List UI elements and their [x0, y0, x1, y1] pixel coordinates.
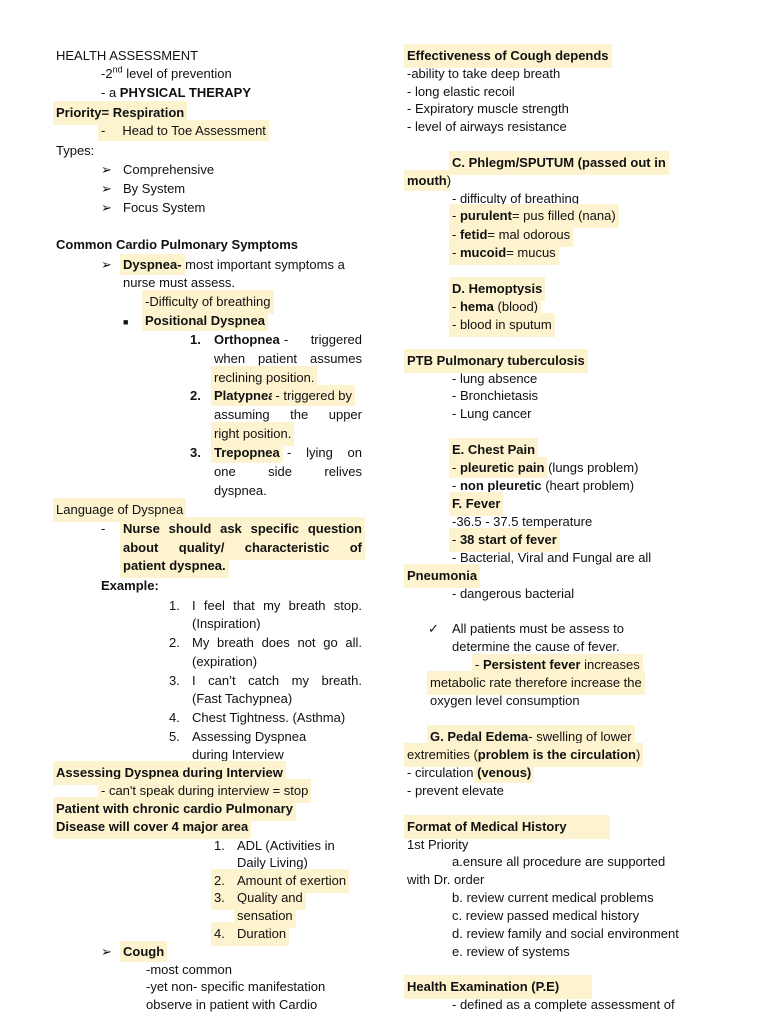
cough-desc: observe in patient with Cardio — [146, 997, 318, 1012]
ptb-item: - Bronchietasis — [452, 388, 538, 403]
example-item: 2. My breath does not go all. — [169, 635, 362, 650]
example-item: 5. Assessing Dyspnea — [169, 729, 307, 744]
fever-item: - 38 start of fever — [452, 532, 557, 547]
cough-item: ➢ Cough — [101, 944, 165, 959]
history-heading: Format of Medical History — [407, 818, 607, 836]
phlegm-heading: C. Phlegm/SPUTUM (passed out in — [452, 155, 666, 170]
ptb-item: - lung absence — [452, 371, 538, 386]
edema-line: - prevent elevate — [407, 783, 504, 798]
area-item: 1. ADL (Activities in — [214, 838, 335, 853]
ptb-item: - Lung cancer — [452, 406, 532, 421]
phlegm-item: - mucoid= mucus — [452, 245, 556, 260]
phlegm-item: - fetid= mal odorous — [452, 227, 571, 242]
example-label: Example: — [101, 578, 159, 593]
orthopnea-desc: - triggered — [284, 332, 362, 347]
area-item: 4. Duration — [214, 926, 287, 941]
edema-heading: G. Pedal Edema- swelling of lower — [430, 729, 632, 744]
orthopnea-desc: when patient assumes — [214, 351, 362, 366]
nurse-question: about quality/ characteristic of — [123, 540, 362, 555]
language-heading: Language of Dyspnea — [56, 502, 184, 517]
example-item: during Interview — [192, 747, 284, 762]
cant-speak-line: - can't speak during interview = stop — [101, 783, 309, 798]
example-item: (Inspiration) — [192, 616, 261, 631]
persistent-line: metabolic rate therefore increase the — [430, 675, 642, 690]
phlegm-item: - difficulty of breathing — [452, 191, 579, 206]
check-item: ✓ All patients must be assess to — [428, 621, 624, 636]
chest-pain-item: - non pleuretic (heart problem) — [452, 478, 635, 493]
platypnea-desc: right position. — [214, 426, 292, 441]
platypnea-desc: assuming the upper — [214, 407, 362, 422]
pneumonia-label: Pneumonia — [407, 568, 478, 583]
priority-line: Priority= Respiration — [56, 105, 185, 120]
area-item: 3. Quality and — [214, 890, 303, 905]
area-item: Daily Living) — [237, 855, 308, 870]
chest-pain-heading: E. Chest Pain — [452, 442, 536, 457]
type-item: ➢ Comprehensive — [101, 162, 215, 177]
area-item: 2. Amount of exertion — [214, 873, 347, 888]
dyspnea-item: ➢ Dyspnea- most important symptoms a — [101, 257, 345, 272]
history-item: e. review of systems — [452, 944, 570, 959]
effectiveness-item: -ability to take deep breath — [407, 66, 561, 81]
edema-line: extremities (problem is the circulation) — [407, 747, 641, 762]
arrow-bullet-icon: ➢ — [101, 257, 112, 272]
pe-heading: Health Examination (P.E) — [407, 978, 589, 996]
platypnea-item: 2. Platypnea- triggered by — [190, 388, 353, 403]
cough-desc: -yet non- specific manifestation — [146, 979, 326, 994]
fever-item: - dangerous bacterial — [452, 586, 575, 601]
effectiveness-item: - level of airways resistance — [407, 119, 567, 134]
type-item: ➢ By System — [101, 181, 186, 196]
cough-desc: -most common — [146, 962, 232, 977]
example-item: 4. Chest Tightness. (Asthma) — [169, 710, 346, 725]
example-item: (Fast Tachypnea) — [192, 691, 293, 706]
history-item: with Dr. order — [407, 872, 485, 887]
assessing-heading: Assessing Dyspnea during Interview — [56, 765, 283, 780]
hemoptysis-heading: D. Hemoptysis — [452, 281, 543, 296]
effectiveness-item: - Expiratory muscle strength — [407, 101, 569, 116]
trepopnea-item: 3. Trepopnea — [190, 445, 280, 460]
hemoptysis-item: - hema (blood) — [452, 299, 538, 314]
dyspnea-desc: nurse must assess. — [123, 275, 235, 290]
phlegm-heading: mouth) — [407, 173, 452, 188]
ptb-heading: PTB Pulmonary tuberculosis — [407, 353, 585, 368]
fever-item: -36.5 - 37.5 temperature — [452, 514, 593, 529]
effectiveness-heading: Effectiveness of Cough depends — [407, 48, 609, 63]
section-title: HEALTH ASSESSMENT — [56, 48, 199, 63]
persistent-line: oxygen level consumption — [430, 693, 580, 708]
edema-line: - circulation (venous) — [407, 765, 532, 780]
difficulty-line: -Difficulty of breathing — [145, 294, 271, 309]
history-item: d. review family and social environment — [452, 926, 679, 941]
arrow-bullet-icon: ➢ — [101, 200, 112, 215]
prevention-line: -2nd level of prevention — [101, 64, 232, 81]
phlegm-item: - purulent= pus filled (nana) — [452, 208, 616, 223]
types-label: Types: — [56, 143, 95, 158]
arrow-bullet-icon: ➢ — [101, 181, 112, 196]
arrow-bullet-icon: ➢ — [101, 162, 112, 177]
arrow-bullet-icon: ➢ — [101, 944, 112, 959]
nurse-question: - Nurse should ask specific question — [101, 521, 362, 536]
trepopnea-desc: dyspnea. — [214, 483, 267, 498]
chest-pain-item: - pleuretic pain (lungs problem) — [452, 460, 639, 475]
physical-therapy-line: - a PHYSICAL THERAPY — [101, 85, 252, 100]
chronic-heading: Patient with chronic cardio Pulmonary — [56, 801, 293, 816]
fever-item: - Bacterial, Viral and Fungal are all — [452, 550, 652, 565]
effectiveness-item: - long elastic recoil — [407, 84, 515, 99]
nurse-question: patient dyspnea. — [123, 558, 226, 573]
persistent-line: - Persistent fever increases — [475, 657, 640, 672]
hemoptysis-item: - blood in sputum — [452, 317, 552, 332]
history-item: c. review passed medical history — [452, 908, 640, 923]
example-item: 1. I feel that my breath stop. — [169, 598, 362, 613]
symptoms-heading: Common Cardio Pulmonary Symptoms — [56, 237, 298, 252]
pe-desc: - defined as a complete assessment of — [452, 997, 675, 1012]
history-priority: 1st Priority — [407, 837, 469, 852]
trepopnea-desc: - lying on — [287, 445, 362, 460]
check-item: determine the cause of fever. — [452, 639, 620, 654]
orthopnea-desc: reclining position. — [214, 370, 315, 385]
example-item: (expiration) — [192, 654, 258, 669]
trepopnea-desc: one side relives — [214, 464, 362, 479]
type-item: ➢ Focus System — [101, 200, 206, 215]
orthopnea-item: 1. Orthopnea — [190, 332, 280, 347]
area-item: sensation — [237, 908, 293, 923]
chronic-heading: Disease will cover 4 major area — [56, 819, 249, 834]
square-bullet-icon: ■ — [123, 317, 129, 327]
example-item: 3. I can’t catch my breath. — [169, 673, 362, 688]
history-item: b. review current medical problems — [452, 890, 654, 905]
history-item: a.ensure all procedure are supported — [452, 854, 666, 869]
fever-heading: F. Fever — [452, 496, 501, 511]
checkmark-icon: ✓ — [428, 621, 439, 636]
head-to-toe-line: - Head to Toe Assessment — [101, 123, 266, 138]
positional-item: ■ Positional Dyspnea — [123, 312, 265, 331]
